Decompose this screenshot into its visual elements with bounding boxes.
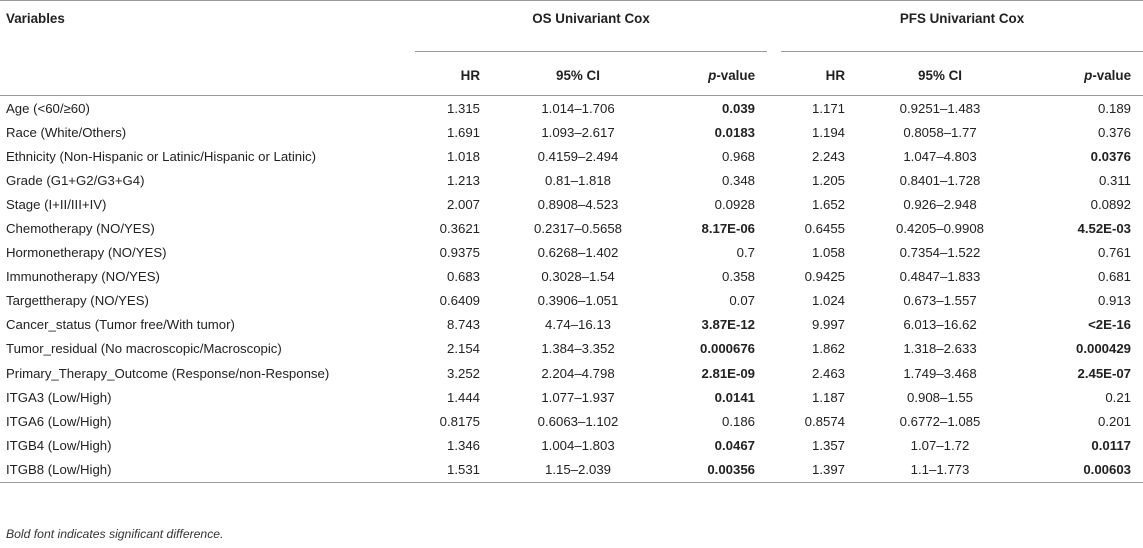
os-hr-cell: 0.6409 [439, 293, 480, 309]
table-row [0, 433, 1143, 457]
variable-cell: ITGB8 (Low/High) [0, 457, 415, 482]
os-p-cell: 0.0467 [714, 437, 756, 453]
pfs-p-cell: 0.681 [1098, 269, 1132, 285]
pfs-ci-cell: 1.047–4.803 [903, 148, 977, 164]
table-row [0, 120, 1143, 144]
pfs-ci-cell: 1.07–1.72 [910, 437, 970, 453]
os-ci-cell: 0.6268–1.402 [537, 245, 619, 261]
group-gap [767, 168, 781, 192]
pfs-p-cell: 0.0892 [1090, 196, 1132, 212]
pfs-p-cell: 0.21 [1105, 389, 1132, 405]
os-p-cell: 8.17E-06 [701, 221, 756, 237]
pfs-hr-cell: 2.243 [812, 148, 846, 164]
variable-cell: Chemotherapy (NO/YES) [6, 221, 155, 237]
pfs-ci-cell: 0.8401–1.728 [899, 172, 981, 188]
pfs-ci-cell: 0.7354–1.522 [899, 245, 981, 261]
os-p-cell: 0.358 [722, 269, 756, 285]
variable-cell: Targettherapy (NO/YES) [6, 293, 149, 309]
pfs-p-cell: 0.189 [1098, 100, 1132, 116]
pfs-ci-cell: 0.4847–1.833 [899, 269, 981, 285]
group-gap [767, 409, 781, 433]
pfs-hr-cell: 0.8574 [804, 413, 846, 429]
os-hr-cell: 1.018 [446, 148, 480, 164]
p-italic: p [1084, 68, 1093, 83]
pfs-hr-cell: 0.9425 [804, 269, 846, 285]
pfs-p-cell: 2.45E-07 [1077, 365, 1132, 381]
footnote: Bold font indicates significant difference. [6, 527, 224, 541]
os-hr-header: HR [415, 52, 492, 96]
header-row-columns [0, 52, 1143, 96]
os-p-cell: 0.7 [736, 245, 756, 261]
os-hr-cell: 1.315 [446, 100, 480, 116]
pfs-hr-cell: 1.205 [812, 172, 846, 188]
os-group-header: OS Univariant Cox [415, 1, 767, 52]
group-gap [767, 433, 781, 457]
variable-cell: Stage (I+II/III+IV) [6, 196, 107, 212]
table-row [0, 241, 1143, 265]
group-gap [767, 120, 781, 144]
pfs-hr-cell: 1.187 [812, 389, 846, 405]
variable-cell: Race (White/Others) [6, 124, 127, 140]
table-body [0, 96, 1143, 483]
group-gap [767, 144, 781, 168]
os-ci-cell: 1.004–1.803 [541, 437, 615, 453]
os-ci-cell: 0.8908–4.523 [537, 196, 619, 212]
os-hr-cell: 1.691 [446, 124, 480, 140]
pfs-hr-cell: 1.171 [812, 100, 846, 116]
group-gap [767, 1, 781, 52]
os-ci-cell: 4.74–16.13 [544, 317, 611, 333]
os-ci-cell: 1.384–3.352 [541, 341, 615, 357]
table-row [0, 385, 1143, 409]
pfs-p-header [1023, 52, 1143, 96]
os-hr-cell: 3.252 [446, 365, 480, 381]
table-row [0, 96, 1143, 121]
pfs-p-cell: 0.201 [1098, 413, 1132, 429]
group-gap [767, 361, 781, 385]
p-italic: p [708, 68, 717, 83]
pfs-ci-cell: 1.318–2.633 [903, 341, 977, 357]
variable-cell: Hormonetherapy (NO/YES) [6, 245, 167, 261]
variable-cell: ITGB4 (Low/High) [6, 437, 112, 453]
table-row [0, 216, 1143, 240]
group-gap [767, 241, 781, 265]
pfs-p-cell: 0.913 [1098, 293, 1132, 309]
pfs-p-cell: 0.00603 [1023, 457, 1143, 482]
os-hr-cell: 2.154 [446, 341, 480, 357]
variable-cell: ITGA3 (Low/High) [6, 389, 112, 405]
os-p-cell: 0.0183 [714, 124, 756, 140]
pfs-p-cell: 0.000429 [1076, 341, 1132, 357]
os-hr-cell: 2.007 [446, 196, 480, 212]
os-hr-cell: 0.8175 [439, 413, 480, 429]
pfs-ci-cell: 1.749–3.468 [903, 365, 977, 381]
os-ci-cell: 1.15–2.039 [492, 457, 664, 482]
pfs-ci-cell: 0.9251–1.483 [899, 100, 981, 116]
group-gap [767, 337, 781, 361]
pfs-hr-header: HR [781, 52, 857, 96]
os-p-cell: 0.968 [722, 148, 756, 164]
pfs-ci-cell: 0.6772–1.085 [899, 413, 981, 429]
variables-header: Variables [0, 1, 415, 52]
group-gap [767, 216, 781, 240]
group-gap [767, 313, 781, 337]
variable-cell: ITGA6 (Low/High) [6, 413, 112, 429]
pfs-ci-cell: 0.8058–1.77 [903, 124, 977, 140]
os-p-cell: 0.000676 [700, 341, 756, 357]
pfs-hr-cell: 1.194 [812, 124, 846, 140]
table-row [0, 457, 1143, 482]
header-row-groups [0, 1, 1143, 52]
os-ci-cell: 1.093–2.617 [541, 124, 615, 140]
pfs-hr-cell: 0.6455 [804, 221, 846, 237]
os-ci-cell: 0.3906–1.051 [537, 293, 619, 309]
os-p-cell: 2.81E-09 [701, 365, 756, 381]
group-gap [767, 457, 781, 482]
group-gap [767, 265, 781, 289]
os-hr-cell: 8.743 [446, 317, 480, 333]
table-row [0, 168, 1143, 192]
variable-cell: Primary_Therapy_Outcome (Response/non-Response) [6, 365, 330, 381]
table-row [0, 337, 1143, 361]
variable-cell: Tumor_residual (No macroscopic/Macroscopic) [6, 341, 282, 357]
pfs-p-cell: 0.0117 [1091, 437, 1132, 453]
os-ci-cell: 0.3028–1.54 [541, 269, 615, 285]
pfs-group-header: PFS Univariant Cox [781, 1, 1143, 52]
os-p-cell: 3.87E-12 [701, 317, 756, 333]
pfs-ci-cell: 0.673–1.557 [903, 293, 977, 309]
os-hr-cell: 1.531 [415, 457, 492, 482]
os-hr-cell: 0.9375 [439, 245, 480, 261]
pfs-ci-cell: 6.013–16.62 [903, 317, 977, 333]
os-ci-cell: 0.4159–2.494 [537, 148, 619, 164]
group-gap [767, 52, 781, 96]
pfs-hr-cell: 2.463 [812, 365, 846, 381]
pfs-hr-cell: 1.397 [781, 457, 857, 482]
pfs-p-cell: 0.0376 [1090, 148, 1132, 164]
pfs-p-cell: 0.761 [1098, 245, 1132, 261]
pfs-ci-header: 95% CI [857, 52, 1023, 96]
os-ci-cell: 1.014–1.706 [541, 100, 615, 116]
os-hr-cell: 0.683 [446, 269, 480, 285]
pfs-hr-cell: 1.862 [812, 341, 846, 357]
pfs-hr-cell: 1.024 [812, 293, 846, 309]
group-gap [767, 289, 781, 313]
table-row [0, 361, 1143, 385]
variable-cell: Immunotherapy (NO/YES) [6, 269, 160, 285]
os-p-cell: 0.07 [729, 293, 756, 309]
os-p-header [664, 52, 767, 96]
p-rest: -value [716, 68, 756, 83]
pfs-ci-cell: 1.1–1.773 [857, 457, 1023, 482]
table-row [0, 313, 1143, 337]
variable-cell: Ethnicity (Non-Hispanic or Latinic/Hispanic or Latinic) [6, 148, 317, 164]
pfs-hr-cell: 9.997 [812, 317, 846, 333]
table-row [0, 409, 1143, 433]
p-rest: -value [1092, 68, 1132, 83]
pfs-p-cell: <2E-16 [1088, 317, 1132, 333]
pfs-ci-cell: 0.908–1.55 [907, 389, 974, 405]
table-row [0, 289, 1143, 313]
os-hr-cell: 1.444 [446, 389, 480, 405]
group-gap [767, 96, 781, 121]
os-ci-cell: 1.077–1.937 [541, 389, 615, 405]
os-hr-cell: 1.213 [446, 172, 480, 188]
os-p-cell: 0.0141 [714, 389, 756, 405]
os-ci-cell: 0.6063–1.102 [537, 413, 619, 429]
pfs-hr-cell: 1.652 [812, 196, 846, 212]
pfs-ci-cell: 0.926–2.948 [903, 196, 977, 212]
table-row [0, 144, 1143, 168]
table-row [0, 265, 1143, 289]
os-p-cell: 0.348 [722, 172, 756, 188]
variable-cell: Cancer_status (Tumor free/With tumor) [6, 317, 235, 333]
pfs-hr-cell: 1.357 [812, 437, 846, 453]
os-ci-cell: 0.81–1.818 [544, 172, 611, 188]
pfs-hr-cell: 1.058 [812, 245, 846, 261]
os-hr-cell: 0.3621 [439, 221, 480, 237]
os-ci-cell: 0.2317–0.5658 [533, 221, 622, 237]
pfs-ci-cell: 0.4205–0.9908 [896, 221, 985, 237]
os-p-cell: 0.186 [722, 413, 756, 429]
variable-cell: Grade (G1+G2/G3+G4) [6, 172, 145, 188]
os-p-cell: 0.00356 [664, 457, 767, 482]
pfs-p-cell: 0.311 [1098, 172, 1132, 188]
os-ci-header: 95% CI [492, 52, 664, 96]
variable-cell: Age (<60/≥60) [6, 100, 90, 116]
table-row [0, 192, 1143, 216]
os-ci-cell: 2.204–4.798 [541, 365, 615, 381]
group-gap [767, 385, 781, 409]
group-gap [767, 192, 781, 216]
variables-subheader-blank [0, 52, 415, 96]
os-p-cell: 0.039 [722, 100, 756, 116]
os-hr-cell: 1.346 [446, 437, 480, 453]
pfs-p-cell: 4.52E-03 [1077, 221, 1132, 237]
os-p-cell: 0.0928 [714, 196, 756, 212]
pfs-p-cell: 0.376 [1098, 124, 1132, 140]
